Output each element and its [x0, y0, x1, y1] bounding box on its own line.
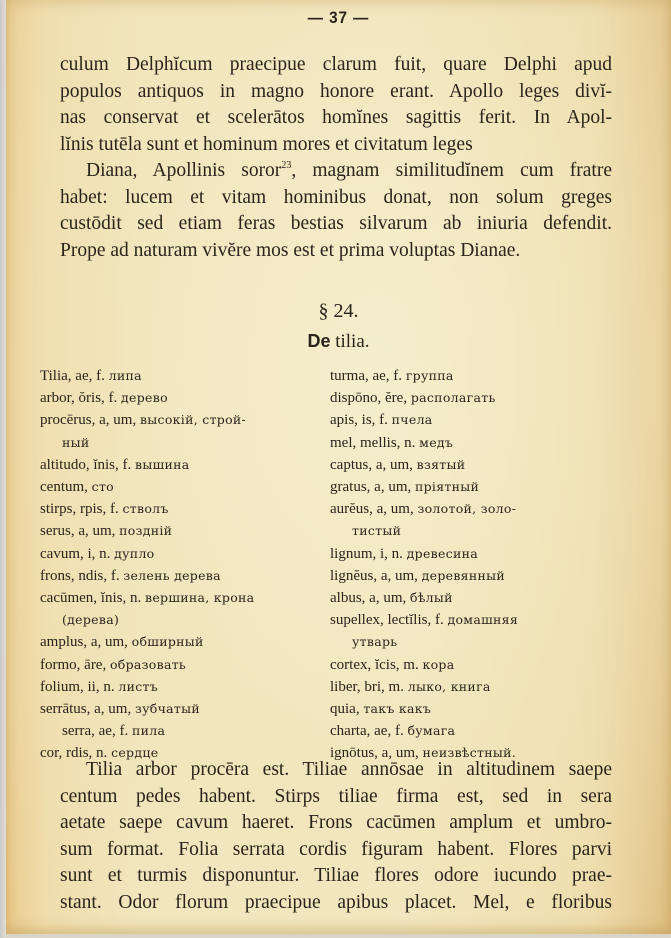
russian-translation: вершина, крона	[144, 590, 255, 606]
russian-translation: образовать	[109, 656, 187, 672]
latin-term: apis, is, f.	[330, 412, 388, 429]
vocabulary-right-column	[330, 365, 630, 765]
text-line: aetate saepe cavum haeret. Frons cacūmen amplum et umbro-	[60, 812, 612, 833]
russian-translation: листъ	[118, 678, 158, 694]
russian-translation: пріятный	[414, 479, 480, 495]
book-page	[6, 0, 671, 934]
russian-translation: группа	[405, 368, 454, 383]
russian-translation: тистый	[352, 523, 402, 539]
latin-term: lignum, i, n.	[330, 545, 403, 562]
vocabulary-entry	[330, 498, 630, 520]
vocabulary-entry	[40, 698, 340, 720]
vocabulary-entry	[40, 720, 340, 742]
vocabulary-entry	[40, 565, 340, 587]
text-line: culum Delphĭcum praecipue clarum fuit, quare Delphi apud	[60, 54, 612, 75]
text-line: lĭnis tutēla sunt et hominum mores et civitatum leges	[60, 133, 473, 155]
russian-translation: бѣлый	[410, 590, 453, 606]
russian-translation: (дерева)	[62, 612, 120, 628]
vocabulary-entry	[330, 520, 630, 542]
vocabulary-entry	[40, 409, 340, 431]
russian-translation: сердце	[111, 745, 159, 761]
vocabulary-entry	[40, 587, 340, 609]
russian-translation: вышина	[135, 456, 190, 472]
latin-term: liber, bri, m.	[330, 678, 404, 695]
vocabulary-entry	[40, 365, 340, 387]
vocabulary-entry	[330, 587, 630, 609]
text-line: Tilia arbor procēra est. Tiliae annōsae in altitudinem saepe	[86, 759, 612, 780]
vocabulary-entry	[40, 454, 340, 476]
vocabulary-entry	[330, 698, 630, 720]
latin-term: dispōno, ĕre,	[330, 390, 408, 407]
text-line: custōdit sed etiam feras bestias silvarum ab iniuria defendit.	[60, 213, 612, 234]
latin-term: frons, ndis, f.	[40, 567, 120, 584]
vocabulary-entry	[40, 432, 340, 454]
russian-translation: бумага	[407, 723, 456, 739]
vocabulary-entry	[330, 454, 630, 476]
latin-term: captus, a, um,	[330, 456, 413, 473]
russian-translation: золотой, золо-	[417, 501, 517, 517]
vocabulary-entry	[330, 476, 630, 498]
russian-translation: высокій, строй-	[139, 412, 247, 428]
russian-translation: пчела	[391, 412, 433, 428]
russian-translation: домашняя	[447, 612, 519, 628]
text-line: sum format. Folia serrata cordis figuram habent. Flores parvi	[60, 838, 612, 860]
latin-term: folium, ii, n.	[40, 678, 115, 695]
latin-term: cortex, ĭcis, m.	[330, 656, 419, 673]
vocabulary-entry	[330, 565, 630, 587]
top-paragraph	[60, 52, 612, 158]
vocabulary-entry	[40, 476, 340, 498]
latin-term: serra, ae, f.	[62, 723, 129, 740]
vocabulary-entry	[330, 654, 630, 676]
text-line: centum pedes habent. Stirps tiliae firma est, sed in sera	[60, 785, 612, 807]
latin-term: centum,	[40, 479, 88, 496]
russian-translation: сто	[91, 479, 114, 495]
latin-term: turma, ae, f.	[330, 368, 403, 384]
text-line: Diana, Apollinis soror$^{23}$, magnam similitudĭnem cum fratre	[86, 160, 613, 181]
russian-translation: дерево	[121, 390, 168, 406]
russian-translation: стволъ	[122, 501, 169, 517]
latin-term: formo, āre,	[40, 656, 107, 673]
vocabulary-entry	[330, 543, 630, 565]
text-line: nas conservat et scelerātos homĭnes sagittis ferit. In Apol-	[60, 107, 612, 128]
russian-translation: лыко, книга	[407, 678, 491, 694]
text-line: stant. Odor florum praecipue apibus placet. Mel, e floribus	[60, 891, 612, 913]
latin-term: Tilia, ae, f.	[40, 368, 105, 384]
vocabulary-entry	[40, 654, 340, 676]
latin-term: gratus, a, um,	[330, 479, 412, 496]
vocabulary-left-column	[40, 365, 340, 765]
latin-term: altitudo, ĭnis, f.	[40, 456, 132, 473]
vocabulary-entry	[330, 365, 630, 387]
vocabulary-entry	[40, 387, 340, 409]
tilia-paragraph	[60, 757, 612, 916]
vocabulary-entry	[40, 543, 340, 565]
latin-term: cor, rdis, n.	[40, 745, 108, 762]
russian-translation: располагать	[410, 390, 496, 406]
russian-translation: зелень дерева	[123, 567, 221, 583]
latin-term: ignōtus, a, um,	[330, 745, 419, 762]
latin-term: supellex, lectĭlis, f.	[330, 612, 444, 629]
page-number: — 37 —	[307, 8, 370, 27]
russian-translation: медъ	[419, 434, 454, 450]
vocabulary-entry	[40, 676, 340, 698]
russian-translation: дупло	[114, 545, 155, 561]
russian-translation: такъ какъ	[363, 701, 432, 717]
russian-translation: кора	[422, 656, 455, 672]
vocabulary-entry	[330, 387, 630, 409]
vocabulary-entry	[330, 432, 630, 454]
russian-translation: зубчатый	[134, 701, 200, 717]
diana-paragraph	[60, 158, 612, 264]
text-line: sunt et turmis disponuntur. Tiliae flores odore iucundo prae-	[60, 865, 612, 886]
russian-translation: обширный	[131, 634, 204, 650]
latin-term: serus, a, um,	[40, 523, 116, 540]
vocabulary-entry	[330, 609, 630, 631]
russian-translation: утварь	[352, 634, 398, 650]
latin-term: quia,	[330, 701, 360, 718]
vocabulary-entry	[330, 720, 630, 742]
latin-term: mel, mellis, n.	[330, 434, 416, 451]
russian-translation: древесина	[406, 545, 479, 561]
russian-translation: неизвѣстный.	[422, 745, 517, 761]
vocabulary-entry	[40, 498, 340, 520]
russian-translation: пила	[131, 723, 166, 739]
russian-translation: поздній	[119, 523, 173, 539]
text-line: populos antiquos in magno honore erant. Apollo leges divĭ-	[60, 80, 612, 102]
vocabulary-entry	[40, 609, 340, 631]
latin-term: arbor, ŏris, f.	[40, 390, 118, 407]
latin-term: procērus, a, um,	[40, 412, 137, 429]
latin-term: cavum, i, n.	[40, 545, 111, 562]
latin-term: lignĕus, a, um,	[330, 567, 418, 584]
russian-translation: взятый	[416, 456, 466, 472]
section-number: § 24.	[318, 300, 359, 322]
latin-term: stirps, rpis, f.	[40, 501, 119, 518]
footnote-ref: 23	[281, 160, 292, 171]
russian-translation: деревянный	[421, 567, 506, 583]
text-line: Prope ad naturam vivĕre mos est et prima voluptas Dianae.	[60, 239, 521, 261]
vocabulary-entry	[330, 676, 630, 698]
text-line: habet: lucem et vitam hominibus donat, non solum greges	[60, 186, 612, 208]
latin-term: charta, ae, f.	[330, 723, 404, 740]
russian-translation: ный	[62, 434, 90, 450]
vocabulary-entry	[40, 631, 340, 653]
latin-term: amplus, a, um,	[40, 634, 128, 651]
latin-term: serrātus, a, um,	[40, 701, 132, 718]
vocabulary-entry	[330, 409, 630, 431]
latin-term: albus, a, um,	[330, 590, 407, 607]
vocabulary-entry	[40, 520, 340, 542]
vocabulary-entry	[330, 631, 630, 653]
latin-term: cacūmen, ĭnis, n.	[40, 590, 142, 607]
russian-translation: липа	[108, 368, 142, 383]
section-title: De tilia.	[307, 331, 370, 352]
latin-term: aurĕus, a, um,	[330, 501, 414, 518]
